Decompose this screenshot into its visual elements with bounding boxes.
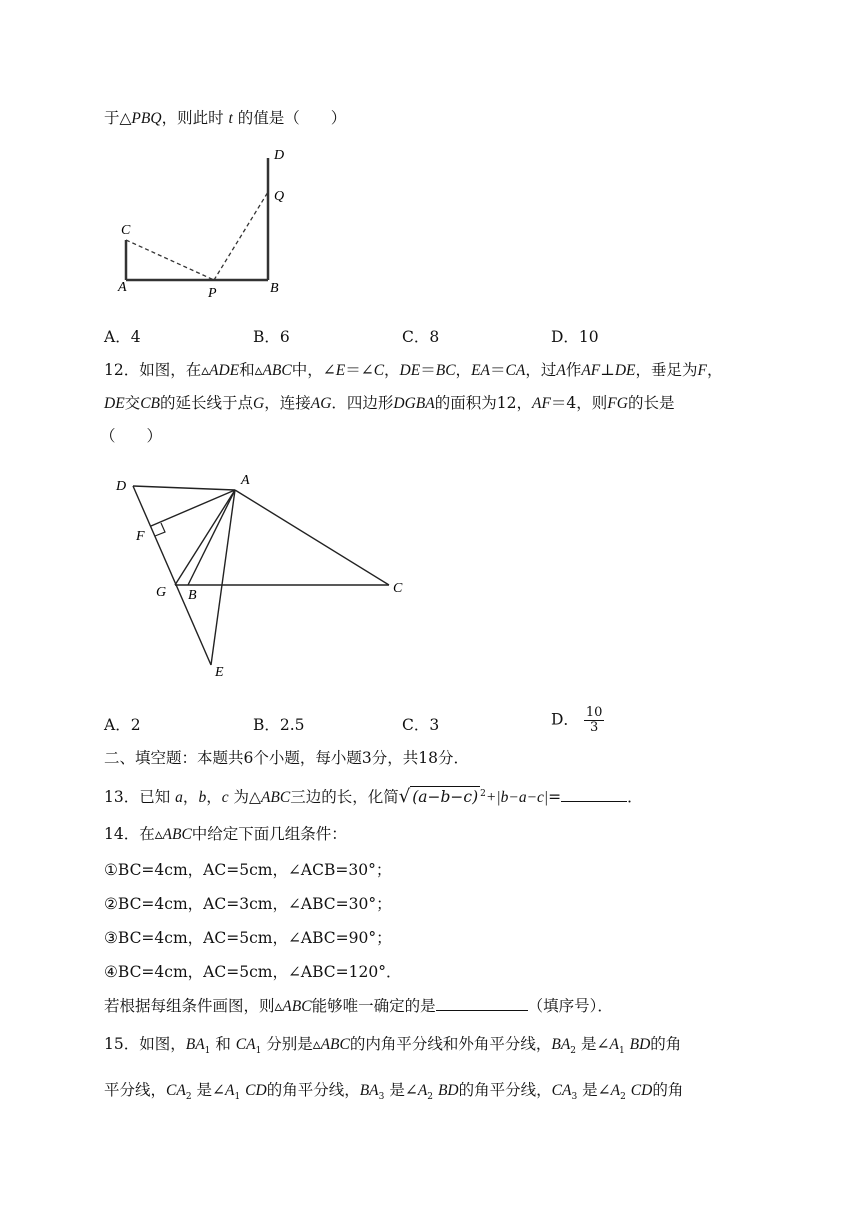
- q13-stem: 13．已知 a，b，c 为△ABC三边的长，化简√ (a−b−c) $^2$+|b−a−c|= ．: [104, 786, 643, 808]
- section2-heading: 二、填空题：本题共6个小题，每小题3分，共18分．: [104, 749, 469, 767]
- q12-label-f: F: [136, 529, 145, 544]
- q14-stem: 14．在▵ABC中给定下面几组条件：: [104, 825, 347, 843]
- q15-stem-line2: 平分线，$CA_2$ 是$\angle A_1$ CD的角平分线，$BA_3$ 是$\angle A_2$ BD的角平分线，$CA_3$ 是$\angle A_2$ CD的角: [104, 1081, 684, 1103]
- q12-option-b: B．2.5: [253, 716, 305, 734]
- q11-option-b: B．6: [253, 328, 290, 346]
- q11-label-c: C: [121, 223, 131, 238]
- q11-label-b: B: [270, 281, 279, 296]
- q12-stem-line3: （ ）: [100, 427, 163, 445]
- q11-label-a: A: [118, 280, 127, 295]
- q12-figure: [104, 468, 424, 688]
- q14-answer-blank[interactable]: [436, 996, 528, 1011]
- q12-stem-line2: DE交CB的延长线于点G，连接AG．四边形DGBA的面积为12，AF＝4，则FG的长是: [104, 394, 675, 412]
- q12-label-a: A: [241, 473, 250, 488]
- q12-label-e: E: [215, 665, 224, 680]
- q12-option-c: C．3: [402, 716, 440, 734]
- q11-option-a: A．4: [104, 328, 141, 346]
- q11-label-p: P: [208, 286, 217, 301]
- q14-tail: 若根据每组条件画图，则▵ABC能够唯一确定的是 （填序号）．: [104, 997, 613, 1015]
- q12-label-c: C: [393, 581, 403, 596]
- q14-item-4: ④BC=4cm，AC=5cm，∠ABC=120°．: [104, 963, 402, 981]
- q13-abs: +|b−a−c|: [485, 789, 549, 807]
- q15-stem-line1: 15．如图，$BA_1$ 和 $CA_1$ 分别是▵ABC的内角平分线和外角平分线，$BA_2$ 是$\angle A_1$ BD的角: [104, 1035, 682, 1057]
- q12-option-d-fraction: $\frac{10}{3}$: [585, 705, 603, 735]
- q11-option-d: D．10: [551, 328, 599, 346]
- q12-stem-line1: 12．如图，在▵ADE和▵ABC中，∠E＝∠C，DE＝BC，EA＝CA，过A作AF⊥DE，垂足为F，: [104, 361, 723, 379]
- q14-item-2: ②BC=4cm，AC=3cm，∠ABC=30°；: [104, 895, 392, 913]
- q12-option-d: D． $\frac{10}{3}$: [551, 705, 603, 735]
- q14-item-1: ①BC=4cm，AC=5cm，∠ACB=30°；: [104, 861, 392, 879]
- q11-label-q: Q: [274, 189, 285, 204]
- q12-label-d: D: [116, 479, 127, 494]
- q14-item-3: ③BC=4cm，AC=5cm，∠ABC=90°；: [104, 929, 392, 947]
- q12-option-a: A．2: [104, 716, 141, 734]
- q13-answer-blank[interactable]: [561, 787, 627, 802]
- q13-sqrt: (a−b−c): [412, 788, 479, 807]
- q12-label-g: G: [156, 585, 167, 600]
- q12-label-b: B: [188, 588, 197, 603]
- q11-stem-tail: 于△PBQ，则此时 t 的值是（ ）: [104, 109, 347, 127]
- q11-label-d: D: [274, 148, 285, 163]
- q11-option-c: C．8: [402, 328, 440, 346]
- q11-figure: [104, 140, 304, 310]
